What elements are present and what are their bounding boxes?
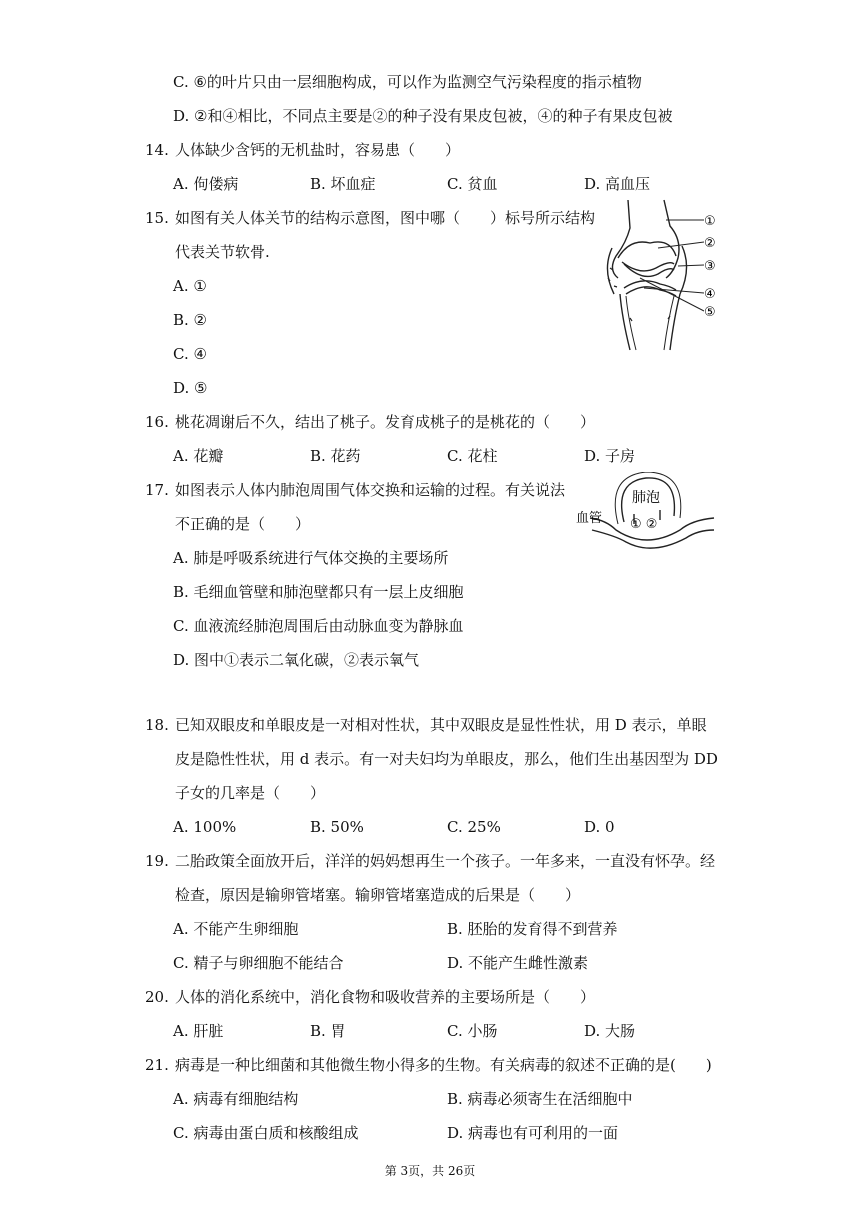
q15-option-b: B. ②	[173, 311, 208, 329]
q16-number: 16.	[145, 413, 169, 431]
q17-stem-line2: 不正确的是（ ）	[175, 515, 311, 533]
q16-option-a: A. 花瓣	[173, 447, 224, 465]
q19-option-b: B. 胚胎的发育得不到营养	[447, 920, 618, 938]
blood-vessel-label: 血管	[576, 511, 603, 526]
q15-option-a: A. ①	[173, 277, 207, 295]
q16-option-d: D. 子房	[584, 447, 636, 465]
q21-stem: 病毒是一种比细菌和其他微生物小得多的生物。有关病毒的叙述不正确的是( )	[175, 1056, 712, 1074]
q14-option-a: A. 佝偻病	[173, 175, 239, 193]
q16-stem: 桃花凋谢后不久，结出了桃子。发育成桃子的是桃花的（ ）	[175, 413, 596, 431]
q17-option-d: D. 图中①表示二氧化碳，②表示氧气	[173, 651, 420, 669]
q17-option-a: A. 肺是呼吸系统进行气体交换的主要场所	[173, 549, 449, 567]
q21-option-c: C. 病毒由蛋白质和核酸组成	[173, 1124, 359, 1142]
q15-number: 15.	[145, 209, 169, 227]
joint-structure-diagram	[600, 198, 724, 352]
joint-label-3: ③	[704, 259, 716, 274]
q18-stem-line1: 已知双眼皮和单眼皮是一对相对性状，其中双眼皮是显性性状，用 D 表示，单眼	[175, 716, 707, 734]
q19-stem-line2: 检查，原因是输卵管堵塞。输卵管堵塞造成的后果是（ ）	[175, 886, 581, 904]
q19-option-d: D. 不能产生雌性激素	[447, 954, 589, 972]
q18-number: 18.	[145, 716, 169, 734]
q20-option-d: D. 大肠	[584, 1022, 636, 1040]
q14-option-b: B. 坏血症	[310, 175, 376, 193]
q18-option-b: B. 50%	[310, 818, 364, 836]
q14-option-d: D. 高血压	[584, 175, 651, 193]
q15-option-d: D. ⑤	[173, 379, 208, 397]
q21-option-d: D. 病毒也有可利用的一面	[447, 1124, 619, 1142]
q21-number: 21.	[145, 1056, 169, 1074]
q18-option-c: C. 25%	[447, 818, 501, 836]
q13-option-d: D. ②和④相比，不同点主要是②的种子没有果皮包被，④的种子有果皮包被	[173, 107, 673, 125]
q20-option-b: B. 胃	[310, 1022, 346, 1040]
q18-stem-line3: 子女的几率是（ ）	[175, 784, 326, 802]
q17-option-c: C. 血液流经肺泡周围后由动脉血变为静脉血	[173, 617, 464, 635]
q17-option-b: B. 毛细血管壁和肺泡壁都只有一层上皮细胞	[173, 583, 464, 601]
q18-option-a: A. 100%	[173, 818, 237, 836]
q15-stem-line1: 如图有关人体关节的结构示意图，图中哪（ ）标号所示结构	[175, 209, 596, 227]
q19-number: 19.	[145, 852, 169, 870]
q20-option-c: C. 小肠	[447, 1022, 498, 1040]
q18-option-d: D. 0	[584, 818, 615, 836]
q19-option-a: A. 不能产生卵细胞	[173, 920, 299, 938]
q15-stem-line2: 代表关节软骨.	[175, 243, 270, 261]
q17-number: 17.	[145, 481, 169, 499]
q13-option-c: C. ⑥的叶片只由一层细胞构成，可以作为监测空气污染程度的指示植物	[173, 73, 642, 91]
q14-option-c: C. 贫血	[447, 175, 498, 193]
q21-option-a: A. 病毒有细胞结构	[173, 1090, 299, 1108]
joint-label-1: ①	[704, 214, 716, 229]
q21-option-b: B. 病毒必须寄生在活细胞中	[447, 1090, 633, 1108]
q20-stem: 人体的消化系统中，消化食物和吸收营养的主要场所是（ ）	[175, 988, 596, 1006]
joint-label-2: ②	[704, 236, 716, 251]
q16-option-b: B. 花药	[310, 447, 361, 465]
q18-stem-line2: 皮是隐性性状，用 d 表示。有一对夫妇均为单眼皮，那么，他们生出基因型为 DD	[175, 750, 718, 768]
alveolus-label: 肺泡	[632, 490, 660, 506]
page-footer: 第 3页，共 26页	[384, 1164, 476, 1178]
joint-label-5: ⑤	[704, 305, 716, 320]
q15-option-c: C. ④	[173, 345, 207, 363]
q20-number: 20.	[145, 988, 169, 1006]
gas-markers: ① ②	[630, 517, 658, 532]
q19-option-c: C. 精子与卵细胞不能结合	[173, 954, 344, 972]
q19-stem-line1: 二胎政策全面放开后，洋洋的妈妈想再生一个孩子。一年多来，一直没有怀孕。经	[175, 852, 716, 870]
q20-option-a: A. 肝脏	[173, 1022, 224, 1040]
joint-label-4: ④	[704, 287, 716, 302]
alveolus-gas-exchange-diagram	[576, 472, 716, 552]
q17-stem-line1: 如图表示人体内肺泡周围气体交换和运输的过程。有关说法	[175, 481, 566, 499]
q16-option-c: C. 花柱	[447, 447, 498, 465]
q14-stem: 人体缺少含钙的无机盐时，容易患（ ）	[175, 141, 461, 159]
q14-number: 14.	[145, 141, 169, 159]
